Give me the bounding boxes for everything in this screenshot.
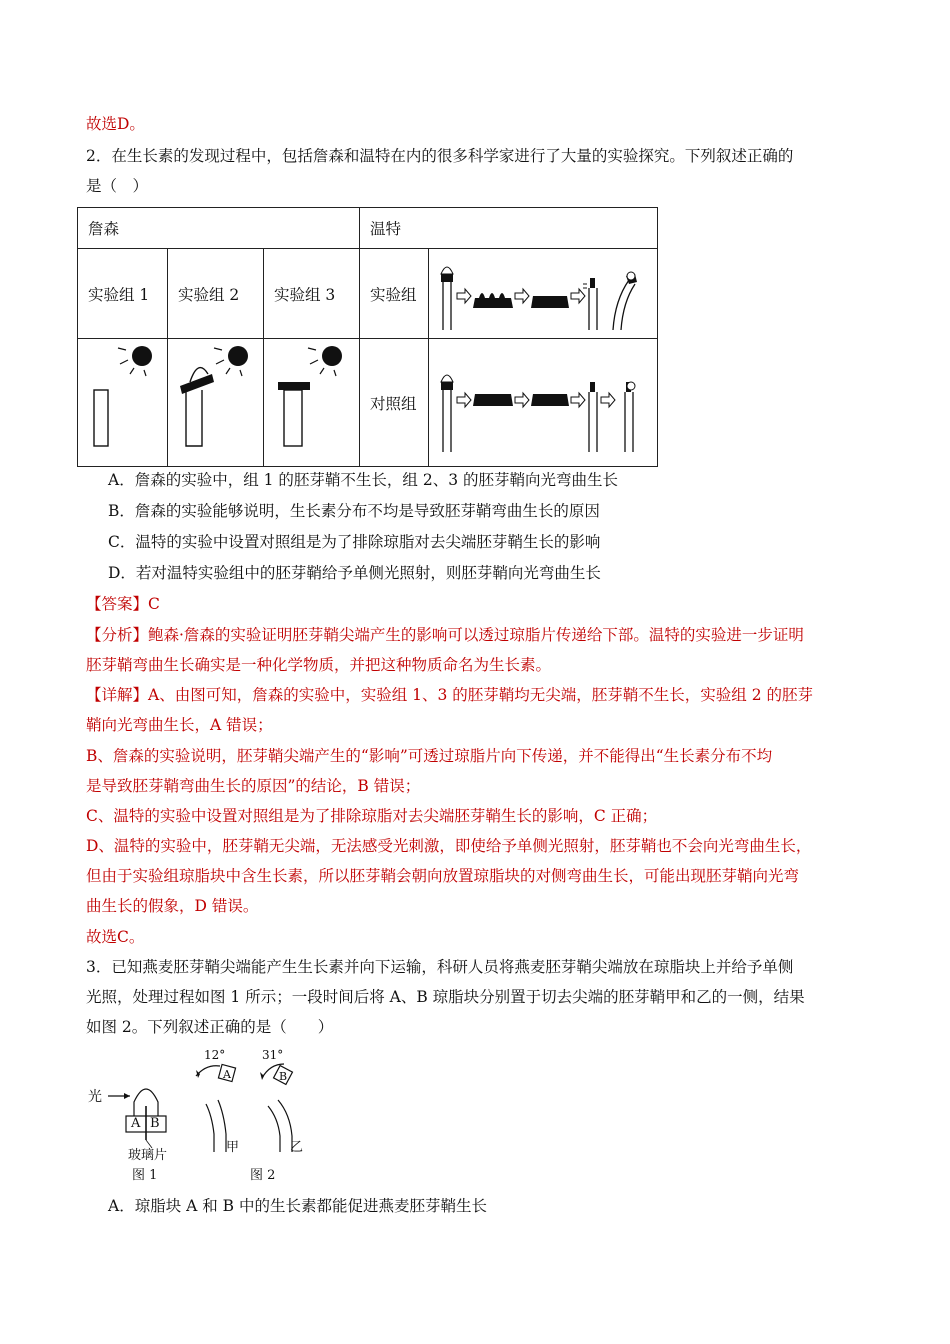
q2-detail-line4: 是导致胚芽鞘弯曲生长的原因”的结论，B 错误； — [86, 777, 421, 795]
q2-detail-line1: 【详解】A、由图可知，詹森的实验中，实验组 1、3 的胚芽鞘均无尖端，胚芽鞘不生长，实验组 2 的胚芽 — [86, 686, 813, 704]
q2-option-a: A．詹森的实验中，组 1 的胚芽鞘不生长，组 2、3 的胚芽鞘向光弯曲生长 — [108, 471, 618, 489]
fig2-angle-a: 12° — [204, 1048, 226, 1062]
q2-stem-line2: 是（ ） — [86, 177, 149, 195]
table-header-went: 温特 — [360, 208, 658, 249]
went-control-svg — [429, 340, 657, 466]
jensen-group2-label: 实验组 2 — [168, 249, 264, 339]
fig2-caption: 图 2 — [250, 1168, 276, 1183]
q3-figure-svg — [86, 1048, 326, 1188]
jensen-group3-label: 实验组 3 — [264, 249, 360, 339]
q2-answer: 【答案】C — [86, 595, 160, 613]
went-experiment-svg — [429, 250, 657, 338]
q3-stem-line1: 3．已知燕麦胚芽鞘尖端能产生生长素并向下运输，科研人员将燕麦胚芽鞘尖端放在琼脂块上并给予单侧 — [86, 958, 794, 976]
q2-option-d: D．若对温特实验组中的胚芽鞘给予单侧光照射，则胚芽鞘向光弯曲生长 — [108, 564, 601, 582]
q2-detail-line8: 曲生长的假象，D 错误。 — [86, 897, 259, 915]
q2-analysis-line1: 【分析】鲍森·詹森的实验证明胚芽鞘尖端产生的影响可以透过琼脂片传递给下部。温特的实验进一步证明 — [86, 626, 804, 644]
fig2-block-b: B — [279, 1070, 288, 1083]
q2-stem-line1: 2．在生长素的发现过程中，包括詹森和温特在内的很多科学家进行了大量的实验探究。下列叙述正确的 — [86, 147, 794, 165]
jensen-group3-diagram — [264, 339, 360, 467]
fig2-angle-b: 31° — [262, 1048, 284, 1062]
fig2-label-jia: 甲 — [226, 1140, 240, 1155]
table-header-jensen: 詹森 — [78, 208, 360, 249]
jensen-group2-diagram — [168, 339, 264, 467]
q2-detail-line5: C、温特的实验中设置对照组是为了排除琼脂对去尖端胚芽鞘生长的影响，C 正确； — [86, 807, 658, 825]
previous-conclusion: 故选D。 — [86, 115, 145, 133]
group2-svg — [168, 340, 263, 466]
fig1-block-b: B — [150, 1116, 160, 1131]
q2-option-c: C．温特的实验中设置对照组是为了排除琼脂对去尖端胚芽鞘生长的影响 — [108, 533, 601, 551]
jensen-group1-diagram — [78, 339, 168, 467]
q2-detail-line2: 鞘向光弯曲生长，A 错误； — [86, 716, 273, 734]
fig1-block-a: A — [131, 1116, 141, 1131]
went-experiment-label: 实验组 — [360, 249, 429, 339]
fig1-caption: 图 1 — [132, 1168, 158, 1183]
fig1-light-label: 光 — [88, 1089, 102, 1105]
q3-figure — [86, 1048, 326, 1188]
fig1-glass-label: 玻璃片 — [128, 1148, 168, 1163]
fig2-block-a: A — [223, 1068, 231, 1081]
q3-stem-line3: 如图 2。下列叙述正确的是（ ） — [86, 1018, 334, 1036]
q2-experiment-table — [77, 207, 658, 467]
group1-svg — [78, 340, 167, 466]
group3-svg — [264, 340, 359, 466]
went-control-label: 对照组 — [360, 339, 429, 467]
q2-analysis-line2: 胚芽鞘弯曲生长确实是一种化学物质，并把这种物质命名为生长素。 — [86, 656, 552, 674]
q3-option-a: A．琼脂块 A 和 B 中的生长素都能促进燕麦胚芽鞘生长 — [108, 1197, 487, 1215]
q2-option-b: B．詹森的实验能够说明，生长素分布不均是导致胚芽鞘弯曲生长的原因 — [108, 502, 600, 520]
q2-detail-line7: 但由于实验组琼脂块中含生长素，所以胚芽鞘会朝向放置琼脂块的对侧弯曲生长，可能出现胚芽鞘向光弯 — [86, 867, 800, 885]
q2-conclusion: 故选C。 — [86, 928, 145, 946]
q2-detail-line6: D、温特的实验中，胚芽鞘无尖端，无法感受光刺激，即使给予单侧光照射，胚芽鞘也不会向光弯曲生长， — [86, 837, 812, 855]
q2-detail-line3: B、詹森的实验说明，胚芽鞘尖端产生的“影响”可透过琼脂片向下传递，并不能得出“生长素分布不均 — [86, 747, 773, 765]
went-experiment-diagram — [429, 249, 658, 339]
fig2-label-yi: 乙 — [290, 1140, 304, 1155]
q3-stem-line2: 光照，处理过程如图 1 所示；一段时间后将 A、B 琼脂块分别置于切去尖端的胚芽鞘甲和乙的一侧，结果 — [86, 988, 805, 1006]
went-control-diagram — [429, 339, 658, 467]
jensen-group1-label: 实验组 1 — [78, 249, 168, 339]
